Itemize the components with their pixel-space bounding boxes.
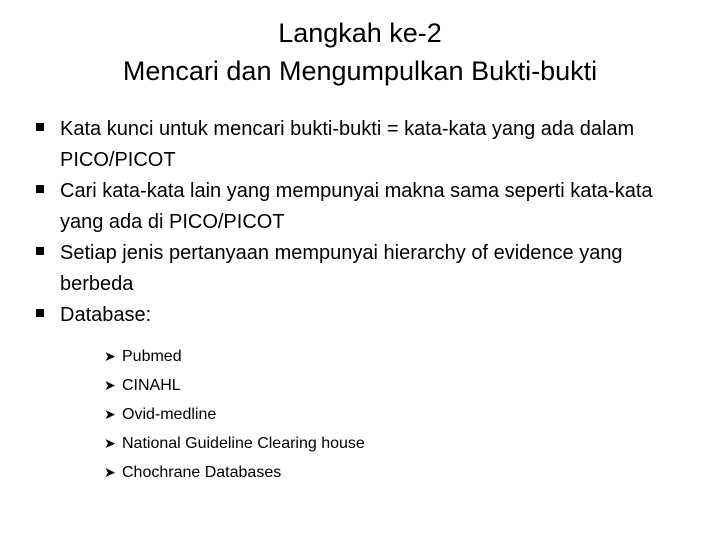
bullet-item bbox=[36, 300, 676, 331]
square-bullet-icon bbox=[36, 185, 44, 193]
square-bullet-icon bbox=[36, 309, 44, 317]
arrow-bullet-icon: ➤ bbox=[104, 464, 116, 480]
bullet-text: Cari kata-kata lain yang mempunyai makna sama seperti kata-kata yang ada di PICO/PICOT bbox=[60, 180, 653, 233]
database-name: Chochrane Databases bbox=[122, 464, 282, 481]
arrow-bullet-icon: ➤ bbox=[104, 377, 116, 393]
square-bullet-icon bbox=[36, 123, 44, 131]
database-name: Pubmed bbox=[122, 348, 182, 365]
arrow-bullet-icon: ➤ bbox=[104, 406, 116, 422]
bullet-text: Kata kunci untuk mencari bukti-bukti = kata-kata yang ada dalam PICO/PICOT bbox=[60, 118, 635, 171]
database-list bbox=[104, 342, 524, 487]
title-line-2: Mencari dan Mengumpulkan Bukti-bukti bbox=[122, 56, 598, 86]
database-item bbox=[104, 371, 524, 400]
title-line-1: Langkah ke-2 bbox=[278, 18, 442, 48]
database-item bbox=[104, 429, 524, 458]
arrow-bullet-icon: ➤ bbox=[104, 435, 116, 451]
database-name: National Guideline Clearing house bbox=[122, 435, 365, 452]
bullet-text: Database: bbox=[60, 304, 152, 326]
bullet-item bbox=[36, 238, 676, 300]
bullet-item bbox=[36, 176, 676, 238]
bullet-item bbox=[36, 114, 676, 176]
database-name: CINAHL bbox=[122, 377, 181, 394]
bullet-text: Setiap jenis pertanyaan mempunyai hierarchy of evidence yang berbeda bbox=[60, 242, 623, 295]
database-item bbox=[104, 342, 524, 371]
database-name: Ovid-medline bbox=[122, 406, 217, 423]
square-bullet-icon bbox=[36, 247, 44, 255]
database-item bbox=[104, 400, 524, 429]
bullet-list bbox=[36, 114, 676, 331]
database-item bbox=[104, 458, 524, 487]
slide-title bbox=[36, 14, 684, 90]
arrow-bullet-icon: ➤ bbox=[104, 348, 116, 364]
